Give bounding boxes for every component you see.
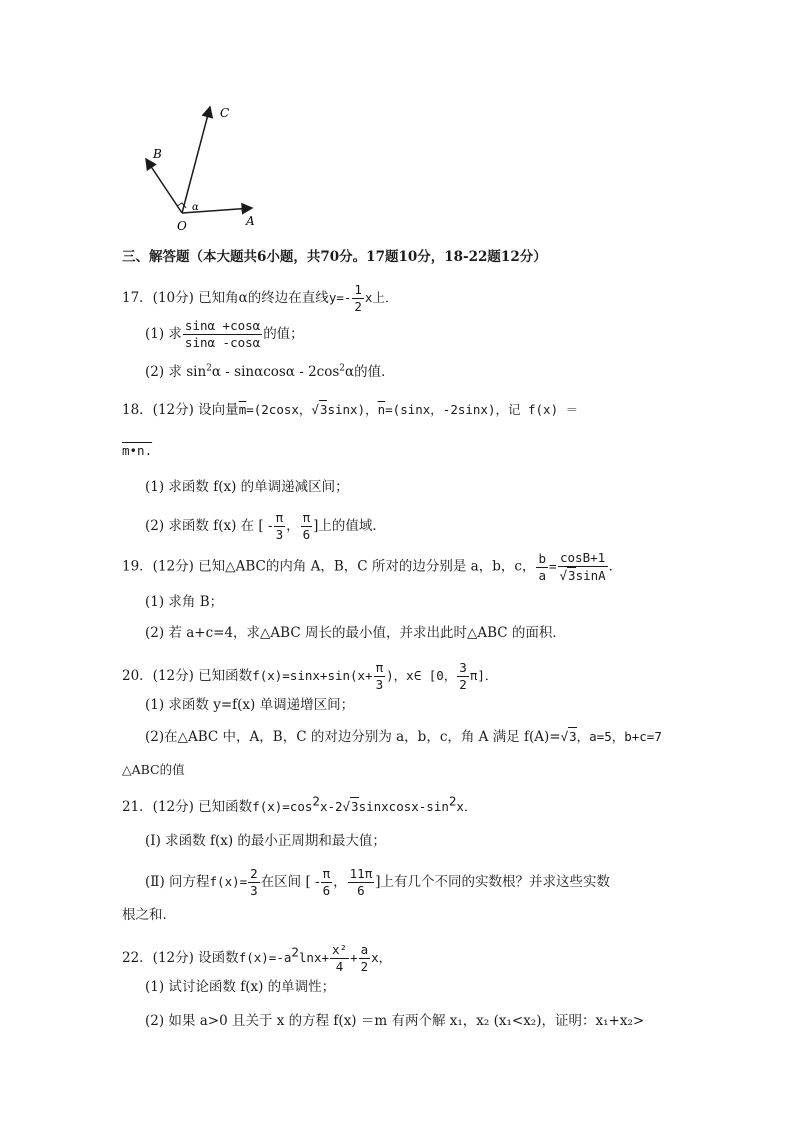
q18-part2 [145, 510, 386, 543]
q19-f1-den: a [538, 567, 546, 583]
q17-p1-prefix: (1) 求 [145, 326, 182, 342]
q21-p2-d1: 6 [322, 883, 331, 898]
q22-fn1: x² [332, 942, 348, 957]
q22-fd1: 4 [335, 959, 344, 974]
q21-part2-line2: 根之和． [122, 907, 176, 923]
ray-oc [182, 107, 210, 213]
q17-p2-mid: α - sinαcosα - 2cos [211, 364, 340, 380]
q18-n-def: =(sinx，-2sinx)，记 f(x) ＝ [385, 402, 579, 417]
q21-p2-frac2 [348, 866, 375, 899]
q20-p2-prefix: (2)在△ABC 中，A，B，C 的对边分别为 a，b，c，角 A 满足 f(A)= [145, 729, 561, 745]
q17-p1-fraction [183, 318, 262, 351]
q18-p2-comma: ， [286, 518, 300, 534]
q19-part1: (1) 求角 B； [145, 594, 224, 610]
q21-prefix: 21．(12分) 已知函数 [122, 799, 253, 815]
q18-p2-d2: 6 [302, 527, 311, 542]
q17-line-lhs: y=- [328, 290, 352, 305]
label-b: B [153, 147, 162, 161]
q22-func2: lnx+ [298, 950, 330, 965]
q21-p2-n2: 11π [349, 866, 373, 881]
q20-rn: 3 [459, 660, 467, 675]
q18-p2-frac1 [274, 510, 286, 543]
q22-func: f(x)=-a [238, 950, 292, 965]
q18-p2-n2: π [302, 510, 311, 525]
q17-part2 [145, 363, 395, 381]
q17-part1 [145, 318, 304, 351]
section-title: 三、解答题（本大题共6小题，共70分。17题10分，18-22题12分） [122, 249, 547, 265]
q21-p2-d2: 6 [357, 883, 365, 898]
q22-func-end: x， [371, 950, 392, 965]
q21-p2-n: 2 [250, 866, 258, 881]
q20-part2: (2)在△ABC 中，A，B，C 的对边分别为 a，b，c，角 A 满足 f(A)=√3，a=5，b+c=7 [145, 729, 662, 745]
label-alpha: α [192, 202, 199, 213]
q21-p2-mid: 在区间 [ - [260, 874, 320, 890]
q19-f2-num: cosB+1 [558, 550, 608, 567]
q21-e1: 2 [312, 793, 320, 809]
q20-func: f(x)=sinx+sin(x+ [252, 668, 373, 683]
q17-p1-num: sinα +cosα [184, 318, 261, 333]
q19-f1-num: b [538, 550, 546, 566]
q17-fraction [352, 282, 364, 315]
q21-part1: (Ⅰ) 求函数 f(x) 的最小正周期和最大值； [145, 833, 386, 849]
q21-p2-d: 3 [250, 883, 258, 898]
q20-stem [122, 660, 497, 693]
q18-m-def2: sinx)， [327, 402, 378, 417]
q20-p2-suffix: ，a=5，b+c=7 [576, 729, 662, 744]
label-c: C [220, 106, 230, 120]
q20-range-end: π]． [469, 668, 498, 683]
q22-part2: (2) 如果 a>0 且关于 x 的方程 f(x) ＝m 有两个解 x₁，x₂ (x₁<x₂)，证明：x₁+x₂> [145, 1013, 645, 1029]
q21-p2-comma: ， [333, 874, 347, 890]
ray-ob [146, 159, 182, 213]
q19-f2-den-sqrt: 3 [568, 568, 576, 583]
q22-stem [122, 942, 391, 975]
q21-func2: x-2 [319, 799, 343, 814]
q18-vec-n: $\overline{n}$ [377, 402, 386, 417]
q21-func4: x． [456, 799, 477, 814]
q22-frac1 [330, 942, 349, 975]
q20-fd: 3 [375, 677, 384, 692]
q19-stem [122, 550, 622, 584]
q22-prefix: 22．(12分) 设函数 [122, 950, 239, 966]
q22-e1: 2 [291, 944, 299, 960]
q18-p2-suffix: ]上的值域． [313, 518, 386, 534]
q20-func-end: )，x∈ [0， [386, 668, 457, 683]
q19-f2-den: √3sinA [559, 568, 606, 583]
q22-fn2: a [360, 942, 369, 957]
q19-prefix: 19．(12分) 已知△ABC的内角 A，B，C 所对的边分别是 a，b，c， [122, 558, 536, 575]
q20-rd: 2 [459, 677, 467, 692]
q18-p2-prefix: (2) 求函数 f(x) 在 [ - [145, 518, 273, 534]
q18-part1: (1) 求函数 f(x) 的单调递减区间； [145, 479, 349, 495]
q17-line-rhs: x上． [364, 290, 398, 305]
q20-frac1 [374, 660, 386, 693]
q18-p2-d1: 3 [275, 527, 284, 542]
q17-p1-suffix: 的值； [263, 326, 304, 342]
q18-p2-frac2 [301, 510, 313, 543]
q22-part1: (1) 试讨论函数 f(x) 的单调性； [145, 979, 336, 995]
q17-frac-num: 1 [354, 282, 362, 297]
q19-f2-den-tail: sinA [575, 568, 606, 583]
q18-line2: m•n. [122, 443, 153, 458]
q21-p2-suffix: ]上有几个不同的实数根？并求这些实数 [375, 874, 610, 890]
q17-p2-prefix: (2) 求 sin [145, 364, 207, 380]
q17-p2-exp: 2 [206, 363, 212, 374]
q19-part2: (2) 若 a+c=4，求△ABC 周长的最小值，并求出此时△ABC 的面积． [145, 625, 566, 641]
q20-part2-line2: △ABC的值 [122, 762, 185, 777]
q18-prefix: 18．(12分) 设向量 [122, 402, 239, 418]
q21-p2-n1: π [322, 866, 331, 881]
q18-sqrt3: 3 [319, 402, 328, 417]
q21-func3: sinxcosx-sin [358, 799, 449, 814]
angle-figure [120, 95, 280, 235]
q21-p2-frac0 [248, 866, 260, 899]
q17-frac-den: 2 [354, 299, 362, 314]
q17-stem [122, 282, 397, 315]
q18-vec-m: $\overline{m}$ [238, 402, 247, 417]
q21-stem: 21．(12分) 已知函数$f(x)=\cos^2x-2√3sinxcosx-\sin^2x$． [122, 793, 477, 815]
q19-frac2 [558, 550, 608, 584]
q20-p2-sqrt: 3 [569, 729, 577, 744]
q17-p2-exp2: 2 [339, 363, 346, 374]
q17-prefix: 17．(10分) 已知角α的终边在直线 [122, 290, 329, 306]
q19-frac1 [536, 551, 548, 584]
q21-e2: 2 [448, 793, 457, 809]
label-a: A [246, 214, 255, 228]
q19-eq: = [548, 558, 557, 574]
q20-prefix: 20．(12分) 已知函数 [122, 668, 253, 684]
q20-part1: (1) 求函数 y=f(x) 单调递增区间； [145, 697, 355, 713]
q21-sqrt3: 3 [351, 799, 359, 814]
q21-p2-frac1 [321, 866, 333, 899]
label-o: O [177, 219, 187, 233]
q21-p2-prefix: (Ⅱ) 问方程 [145, 874, 210, 890]
q17-p1-den: sinα -cosα [184, 335, 261, 350]
q18-p2-n1: π [275, 510, 284, 525]
q22-plus: + [350, 950, 358, 965]
q22-frac2 [359, 942, 371, 975]
q20-fn: π [375, 660, 384, 675]
q18-m-def: =(2cosx， [246, 402, 312, 417]
q17-p2-suffix: α的值． [345, 364, 395, 380]
q19-end: ． [608, 558, 623, 575]
q21-part2 [145, 866, 610, 899]
q18-stem: 18．(12分) 设向量$\overline{m}=(2\cos x$，√3sinx)，$\overline{n}=(\sin x$，-2sinx)，记 f(x) ＝ [122, 402, 579, 418]
q21-func: f(x)=cos [252, 799, 313, 814]
q22-fd2: 2 [360, 959, 369, 974]
q20-frac2 [457, 660, 469, 693]
q21-p2-func: f(x)= [209, 874, 248, 889]
